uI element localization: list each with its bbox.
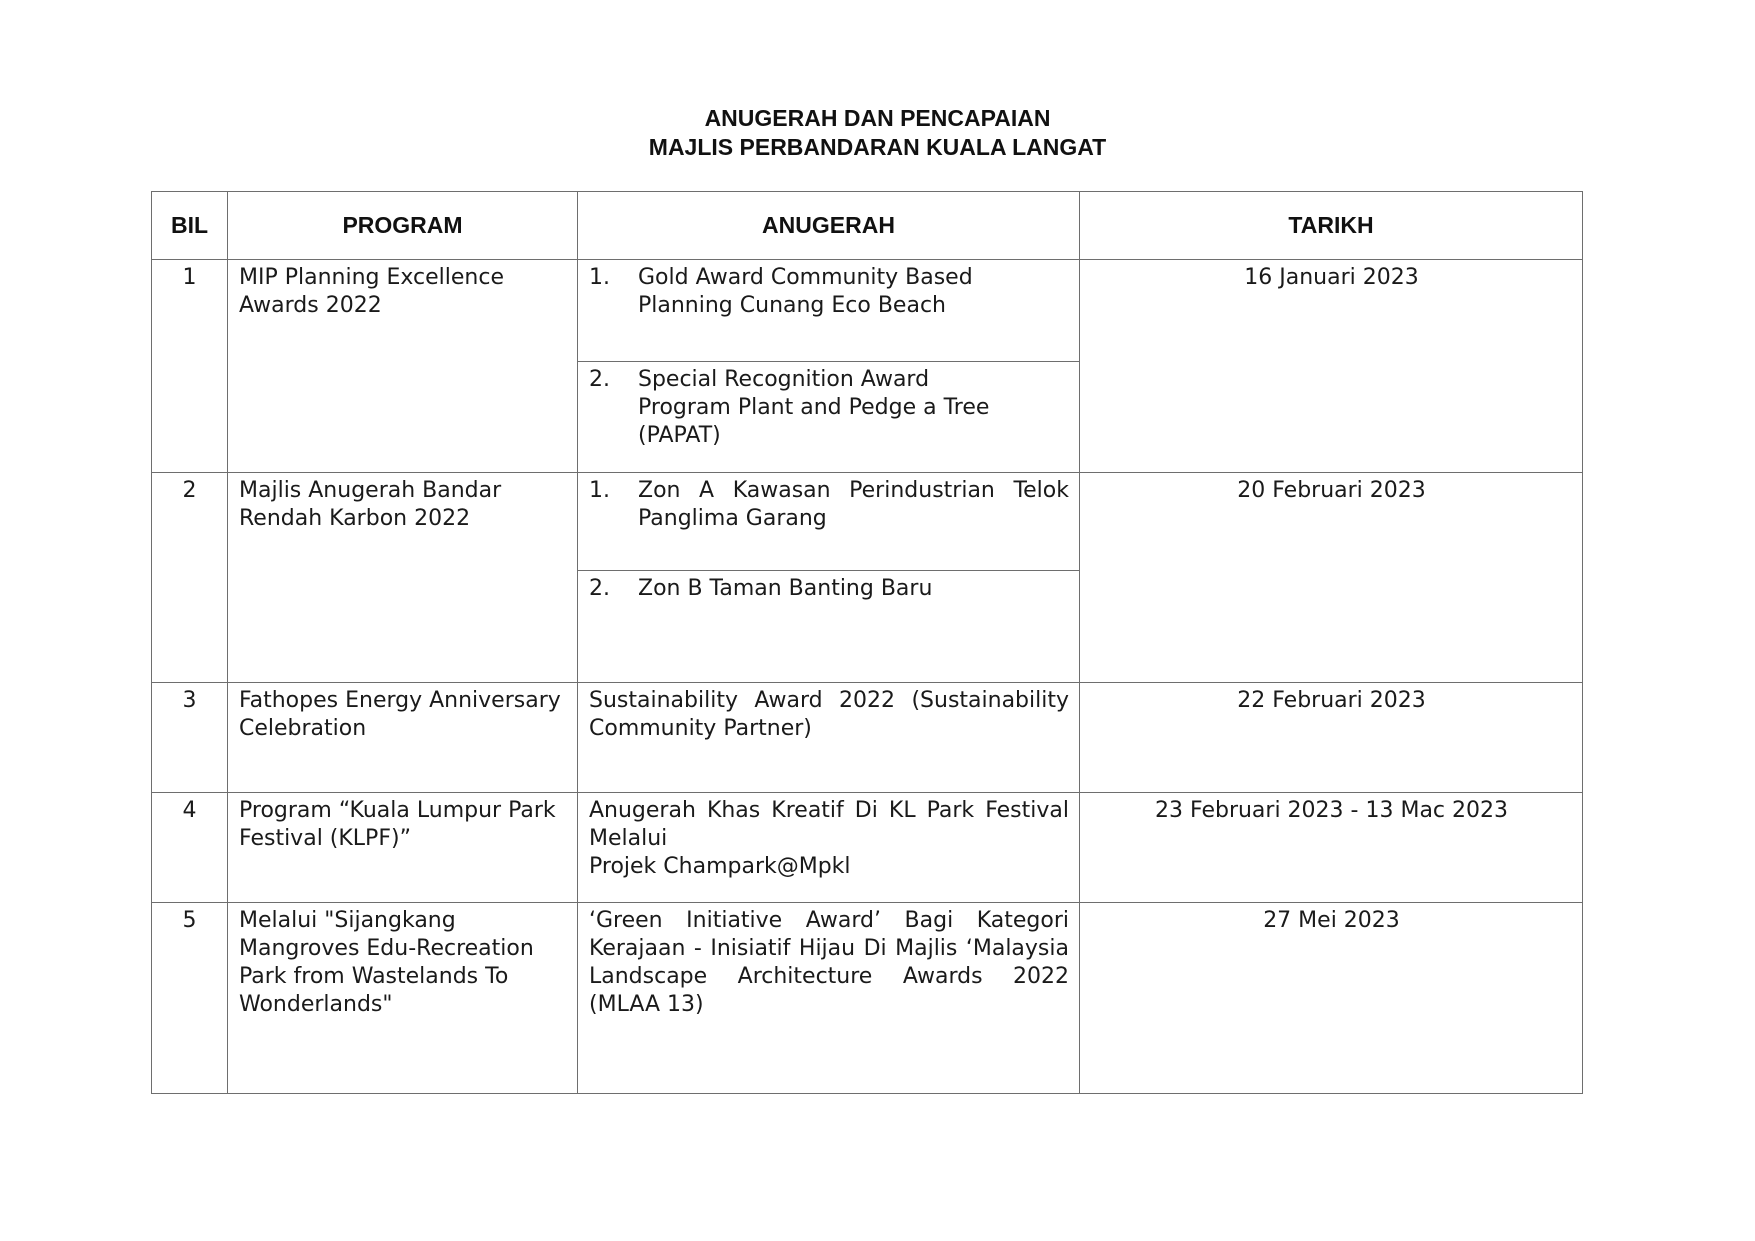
program-cell — [228, 473, 578, 683]
program-cell — [228, 683, 578, 793]
bil-cell — [152, 260, 228, 473]
tarikh-value: 22 Februari 2023 — [1237, 688, 1426, 713]
program-value: Melalui "Sijangkang Mangroves Edu-Recreation Park from Wastelands To Wonderlands" — [239, 908, 534, 1017]
program-cell — [228, 260, 578, 473]
anugerah-cell — [578, 793, 1080, 903]
header-program: PROGRAM — [228, 192, 578, 260]
award-line: (PAPAT) — [638, 423, 721, 448]
header-anugerah: ANUGERAH — [578, 192, 1080, 260]
bil-value: 2 — [182, 478, 197, 503]
header-tarikh: TARIKH — [1080, 192, 1583, 260]
award-item — [578, 361, 1079, 472]
table-row — [152, 683, 1583, 793]
award-line: Program Plant and Pedge a Tree — [638, 395, 990, 420]
tarikh-value: 23 Februari 2023 - 13 Mac 2023 — [1155, 798, 1508, 823]
award-text — [638, 264, 1069, 361]
award-line: Gold Award Community Based — [638, 265, 973, 290]
title-line-2: MAJLIS PERBANDARAN KUALA LANGAT — [648, 134, 1107, 160]
award-text — [638, 366, 1069, 472]
table-row — [152, 793, 1583, 903]
table-header-row — [152, 192, 1583, 260]
award-text: Zon A Kawasan Perindustrian Telok Panglima Garang — [638, 478, 1069, 531]
bil-value: 1 — [182, 265, 197, 290]
tarikh-cell — [1080, 683, 1583, 793]
tarikh-cell — [1080, 473, 1583, 683]
tarikh-cell — [1080, 793, 1583, 903]
award-item — [578, 260, 1079, 361]
anugerah-value — [578, 793, 1079, 881]
program-cell — [228, 793, 578, 903]
title-line-1: ANUGERAH DAN PENCAPAIAN — [704, 105, 1051, 131]
anugerah-line: Projek Champark@Mpkl — [589, 854, 851, 879]
program-value: Fathopes Energy Anniversary Celebration — [239, 688, 561, 741]
award-item — [578, 473, 1079, 570]
award-number: 2. — [589, 576, 610, 601]
award-item — [578, 570, 1079, 682]
award-line: Planning Cunang Eco Beach — [638, 293, 946, 318]
bil-value: 4 — [182, 798, 197, 823]
award-number: 1. — [589, 478, 610, 503]
anugerah-cell — [578, 260, 1080, 473]
program-value: MIP Planning Excellence Awards 2022 — [239, 265, 504, 318]
program-value: Majlis Anugerah Bandar Rendah Karbon 2022 — [239, 478, 502, 531]
anugerah-cell — [578, 473, 1080, 683]
tarikh-cell — [1080, 903, 1583, 1094]
bil-cell — [152, 473, 228, 683]
bil-cell — [152, 903, 228, 1094]
table-row — [152, 473, 1583, 683]
tarikh-cell — [1080, 260, 1583, 473]
award-line: Special Recognition Award — [638, 367, 930, 392]
tarikh-value: 16 Januari 2023 — [1244, 265, 1419, 290]
bil-cell — [152, 683, 228, 793]
bil-value: 3 — [182, 688, 197, 713]
award-number: 1. — [589, 265, 610, 290]
award-number: 2. — [589, 367, 610, 392]
awards-table — [151, 191, 1583, 1094]
table-row — [152, 903, 1583, 1094]
tarikh-value: 20 Februari 2023 — [1237, 478, 1426, 503]
header-bil: BIL — [152, 192, 228, 260]
anugerah-line: Anugerah Khas Kreatif Di KL Park Festival Melalui — [589, 798, 1069, 851]
bil-cell — [152, 793, 228, 903]
tarikh-value: 27 Mei 2023 — [1263, 908, 1400, 933]
program-cell — [228, 903, 578, 1094]
anugerah-cell — [578, 683, 1080, 793]
bil-value: 5 — [182, 908, 197, 933]
anugerah-value: ‘Green Initiative Award’ Bagi Kategori Kerajaan - Inisiatif Hijau Di Majlis ‘Malaysia Landscape Architecture Awards 2022 (MLAA 13) — [589, 908, 1069, 1017]
anugerah-value: Sustainability Award 2022 (Sustainability Community Partner) — [589, 688, 1069, 741]
award-text: Zon B Taman Banting Baru — [638, 576, 933, 601]
anugerah-cell — [578, 903, 1080, 1094]
program-value: Program “Kuala Lumpur Park Festival (KLPF)” — [239, 798, 556, 851]
table-row — [152, 260, 1583, 473]
document-title — [0, 104, 1755, 162]
